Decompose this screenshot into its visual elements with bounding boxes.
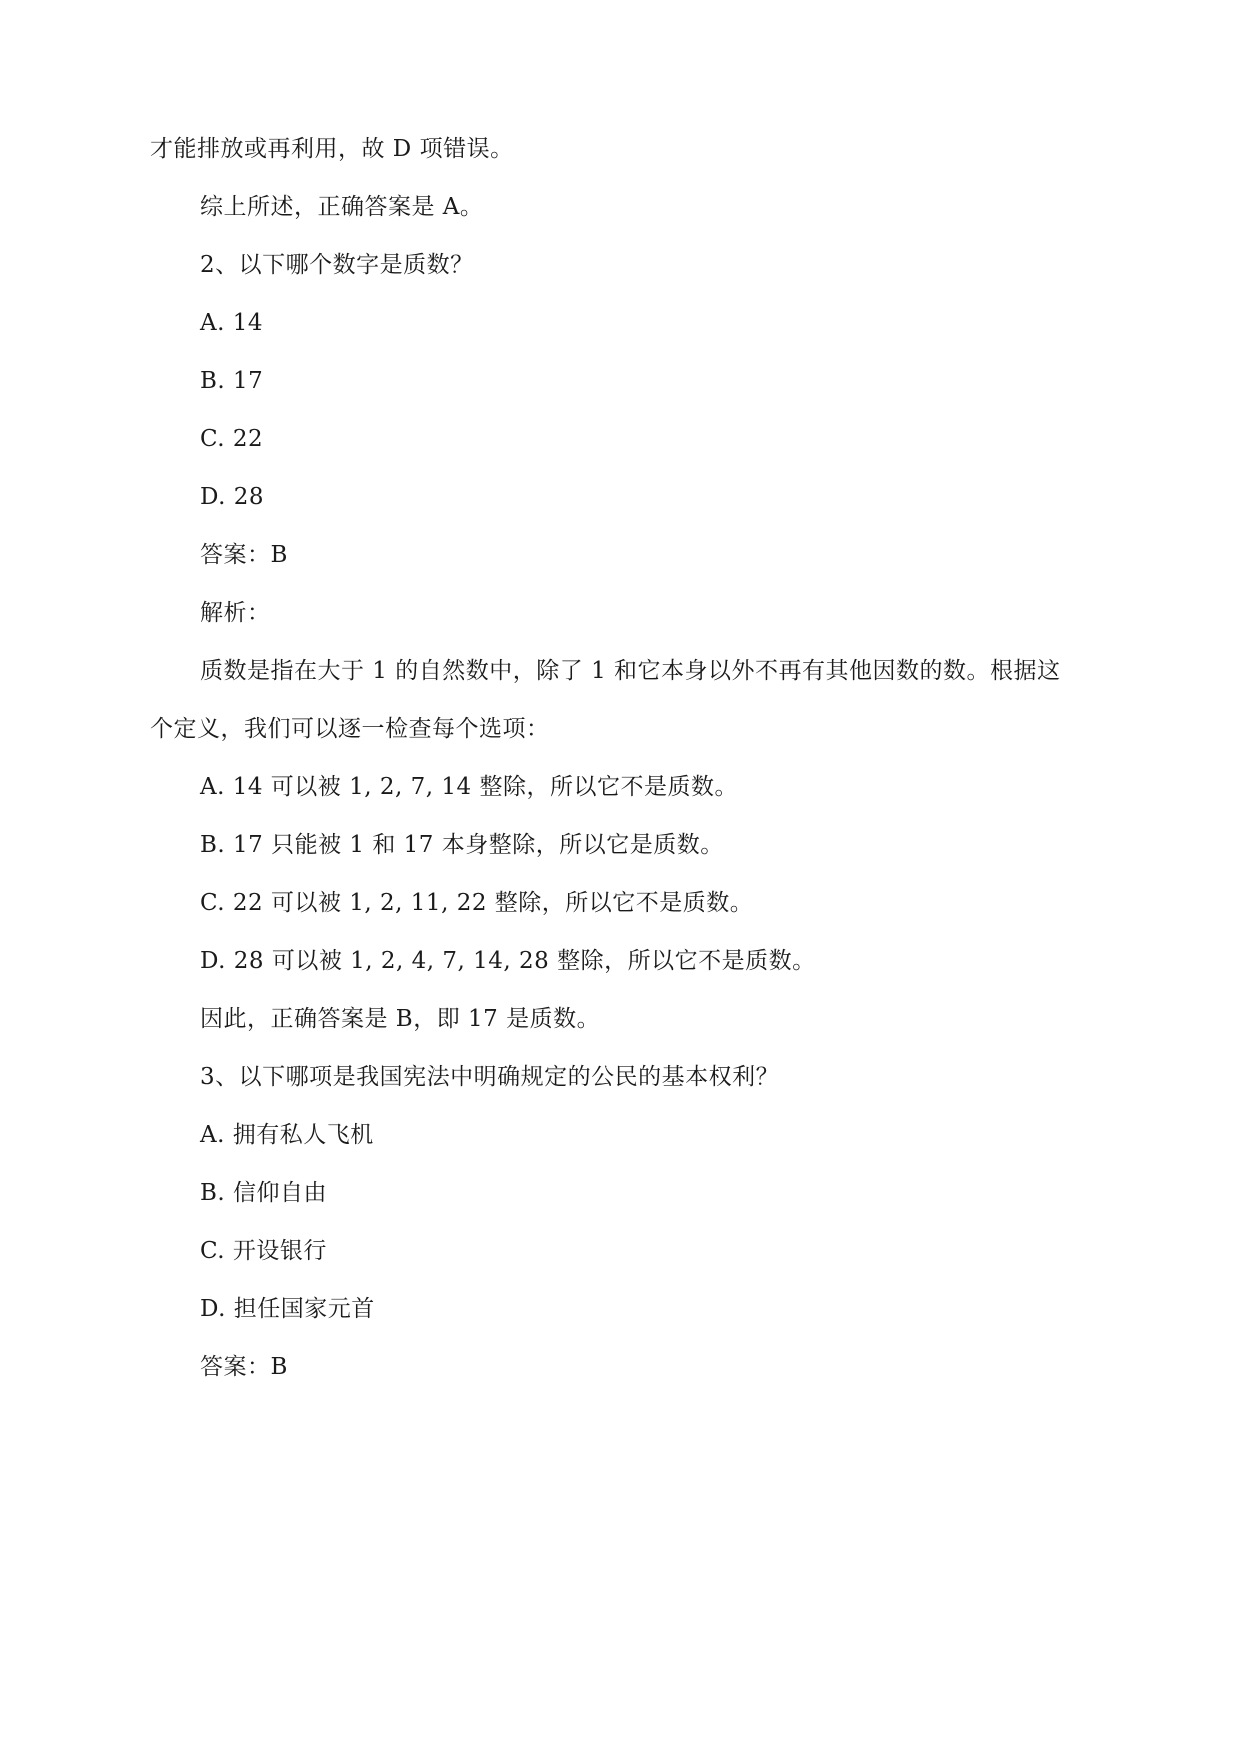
q2-analysis-label: 解析： xyxy=(200,600,271,626)
q3-option-b: B. 信仰自由 xyxy=(200,1180,328,1206)
q3-option-c: C. 开设银行 xyxy=(200,1238,327,1264)
q2-analysis-line-2: 个定义，我们可以逐一检查每个选项： xyxy=(150,716,550,742)
q2-check-d: D. 28 可以被 1, 2, 4, 7, 14, 28 整除，所以它不是质数。 xyxy=(200,948,816,974)
q3-option-d: D. 担任国家元首 xyxy=(200,1296,375,1322)
q1-summary: 综上所述，正确答案是 A。 xyxy=(200,194,484,220)
q2-check-b: B. 17 只能被 1 和 17 本身整除，所以它是质数。 xyxy=(200,832,724,858)
q2-option-d: D. 28 xyxy=(200,484,265,510)
q2-option-b: B. 17 xyxy=(200,368,264,394)
q2-conclusion: 因此，正确答案是 B，即 17 是质数。 xyxy=(200,1006,601,1032)
q2-analysis-line-1: 质数是指在大于 1 的自然数中，除了 1 和它本身以外不再有其他因数的数。根据这 xyxy=(200,658,1061,684)
q1-explanation-line-end: 才能排放或再利用，故 D 项错误。 xyxy=(150,136,514,162)
q2-option-a: A. 14 xyxy=(200,310,263,336)
q2-answer: 答案：B xyxy=(200,542,288,568)
q3-answer: 答案：B xyxy=(200,1354,288,1380)
q2-question: 2、以下哪个数字是质数？ xyxy=(200,252,474,278)
q2-check-c: C. 22 可以被 1, 2, 11, 22 整除，所以它不是质数。 xyxy=(200,890,754,916)
q2-option-c: C. 22 xyxy=(200,426,264,452)
q2-check-a: A. 14 可以被 1, 2, 7, 14 整除，所以它不是质数。 xyxy=(200,774,738,800)
q3-question: 3、以下哪项是我国宪法中明确规定的公民的基本权利？ xyxy=(200,1064,780,1090)
q3-option-a: A. 拥有私人飞机 xyxy=(200,1122,374,1148)
